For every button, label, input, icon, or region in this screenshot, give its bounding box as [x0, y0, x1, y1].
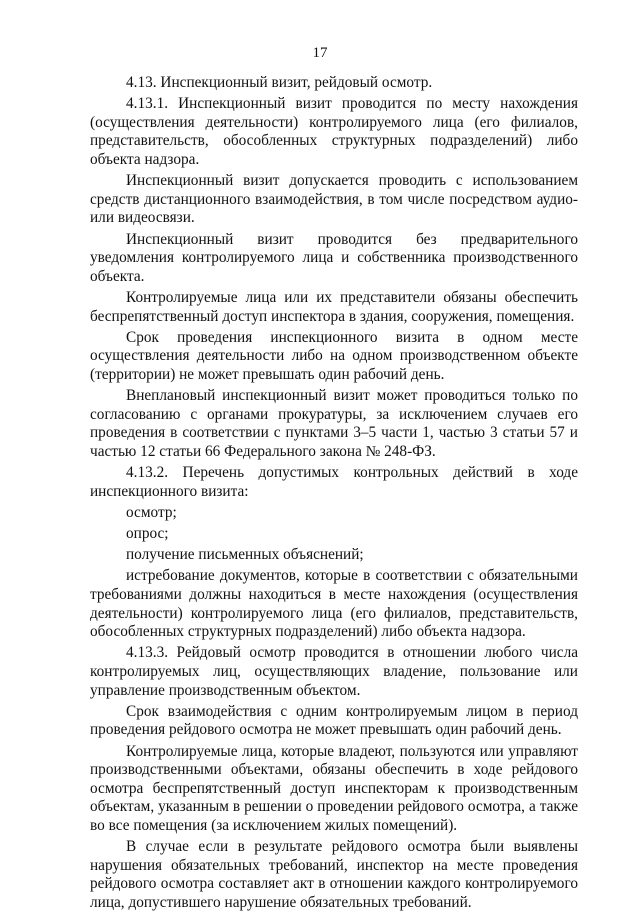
section-heading: 4.13. Инспекционный визит, рейдовый осмотр.	[126, 74, 433, 91]
paragraph: Внеплановый инспекционный визит может проводиться только по согласованию с органами прокуратуры, за исключением случаев его проведения в соответствии с пунктами 3–5 части 1, частью 3 статьи 57 и частью 12 статьи 66 Федерального закона № 248-ФЗ.	[90, 387, 578, 460]
list-item: истребование документов, которые в соответствии с обязательными требованиями должны находиться в месте нахождения (осуществления деятельности) контролируемого лица (его филиалов, представительств, обособленных структурных подразделений) либо объекта надзора.	[90, 567, 578, 641]
paragraph: 4.13.3. Рейдовый осмотр проводится в отношении любого числа контролируемых лиц, осуществляющих владение, пользование или управление производственным объектом.	[90, 644, 578, 699]
list-item: опрос;	[126, 525, 169, 542]
list-item: получение письменных объяснений;	[126, 546, 364, 564]
paragraph: Срок взаимодействия с одним контролируемым лицом в период проведения рейдового осмотра не может превышать один рабочий день.	[90, 702, 578, 739]
page-number: 17	[312, 45, 328, 61]
paragraph: Контролируемые лица или их представители обязаны обеспечить беспрепятственный доступ инспектора в здания, сооружения, помещения.	[90, 288, 578, 325]
document-body	[90, 74, 578, 915]
paragraph: Инспекционный визит проводится без предварительного уведомления контролируемого лица и собственника производственного объекта.	[90, 230, 578, 285]
paragraph: Срок проведения инспекционного визита в одном месте осуществления деятельности либо на одном производственном объекте (территории) не может превышать один рабочий день.	[90, 328, 578, 383]
paragraph: 4.13.2. Перечень допустимых контрольных действий в ходе инспекционного визита:	[90, 464, 578, 500]
paragraph: Контролируемые лица, которые владеют, пользуются или управляют производственными объектами, обязаны обеспечить в ходе рейдового осмотра беспрепятственный доступ инспекторам к производственным объектам, указанным в решении о проведении рейдового осмотра, а также во все помещения (за исключением жилых помещений).	[90, 742, 578, 834]
paragraph: В случае если в результате рейдового осмотра были выявлены нарушения обязательных требований, инспектор на месте проведения рейдового осмотра составляет акт в отношении каждого контролируемого лица, допустившего нарушение обязательных требований.	[90, 838, 578, 911]
list-item: осмотр;	[126, 503, 177, 521]
paragraph: 4.13.1. Инспекционный визит проводится по месту нахождения (осуществления деятельности) контролируемого лица (его филиалов, представительств, обособленных структурных подразделений) либо объекта надзора.	[90, 95, 578, 168]
paragraph: Инспекционный визит допускается проводить с использованием средств дистанционного взаимодействия, в том числе посредством аудио- или видеосвязи.	[90, 172, 578, 227]
